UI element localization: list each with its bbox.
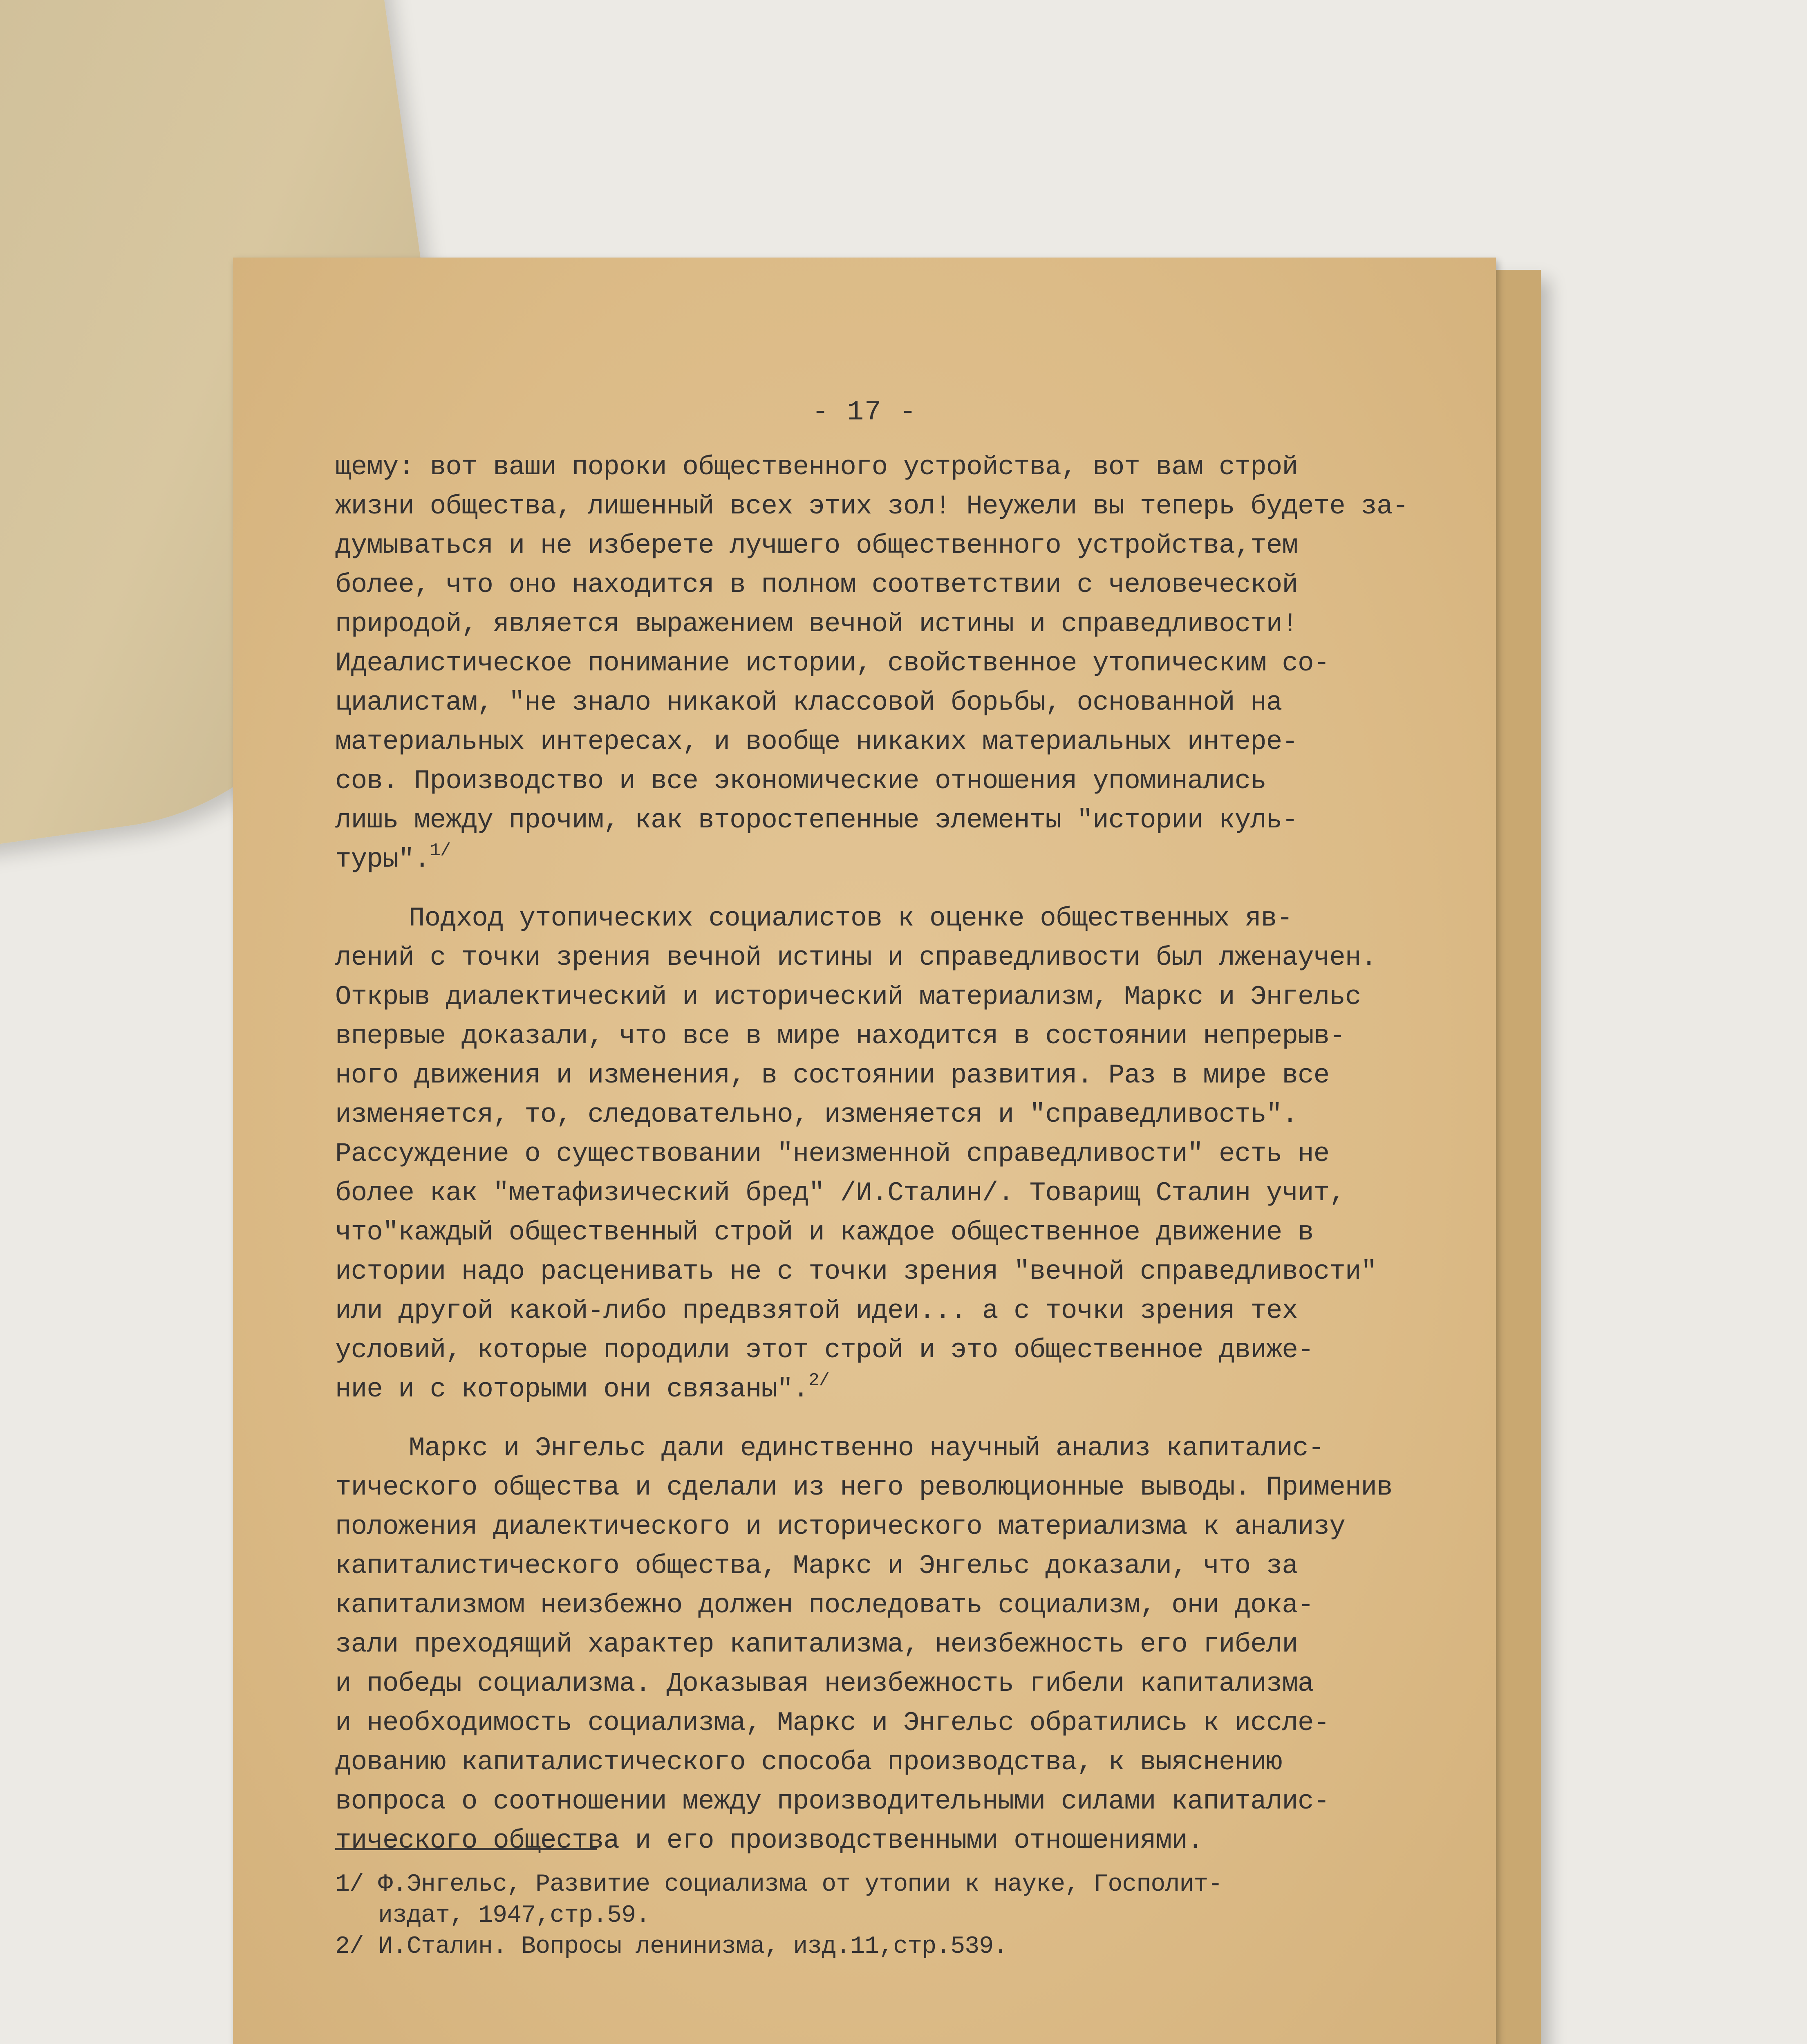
text-span: ние и с которыми они связаны". (335, 1374, 809, 1405)
paragraph-start-line: Подход утопических социалистов к оценке общественных яв- (409, 903, 1292, 934)
footnote-ref-2: 2/ (808, 1370, 830, 1391)
text-line: капитализмом неизбежно должен последовать социализм, они дока- (335, 1590, 1314, 1620)
text-line: ного движения и изменения, в состоянии развития. Раз в мире все (335, 1060, 1330, 1091)
text-span: туры". (335, 844, 430, 875)
text-line: или другой какой-либо предвзятой идеи... а с точки зрения тех (335, 1295, 1298, 1326)
footnote-separator (335, 1848, 597, 1850)
text-line: Рассуждение о существовании "неизменной справедливости" есть не (335, 1139, 1330, 1169)
text-line: Идеалистическое понимание истории, свойственное утопическим со- (335, 648, 1330, 679)
text-line: что"каждый общественный строй и каждое общественное движение в (335, 1217, 1314, 1248)
text-line: Открыв диалектический и исторический материализм, Маркс и Энгельс (335, 982, 1361, 1012)
text-line: дованию капиталистического способа производства, к выяснению (335, 1747, 1282, 1777)
text-line: и необходимость социализма, Маркс и Энгельс обратились к иссле- (335, 1708, 1330, 1738)
footnote-1: 1/ Ф.Энгельс, Развитие социализма от утопии к науке, Госполит- (335, 1871, 1223, 1898)
text-line: более как "метафизический бред" /И.Сталин/. Товарищ Сталин учит, (335, 1178, 1345, 1208)
footnote-1-continuation: издат, 1947,стр.59. (335, 1902, 650, 1930)
paragraph-start-line: Маркс и Энгельс дали единственно научный анализ капиталис- (409, 1433, 1324, 1464)
text-line: лений с точки зрения вечной истины и справедливости был лженаучен. (335, 942, 1377, 973)
text-line: более, что оно находится в полном соответствии с человеческой (335, 569, 1298, 600)
text-line-with-footnote-ref (335, 1370, 830, 1405)
text-line-with-footnote-ref (335, 840, 451, 875)
page-number: - 17 - (812, 397, 917, 428)
text-line: тического общества и его производственными отношениями. (335, 1825, 1203, 1856)
footnote-2: 2/ И.Сталин. Вопросы ленинизма, изд.11,стр.539. (335, 1933, 1008, 1961)
text-line: природой, является выражением вечной истины и справедливости! (335, 609, 1298, 639)
text-line: жизни общества, лишенный всех этих зол! Неужели вы теперь будете за- (335, 491, 1408, 522)
text-line: и победы социализма. Доказывая неизбежность гибели капитализма (335, 1668, 1314, 1699)
text-line: циалистам, "не знало никакой классовой борьбы, основанной на (335, 687, 1282, 718)
text-line: капиталистического общества, Маркс и Энгельс доказали, что за (335, 1551, 1298, 1581)
text-line: думываться и не изберете лучшего общественного устройства,тем (335, 530, 1298, 561)
text-line: зали преходящий характер капитализма, неизбежность его гибели (335, 1629, 1298, 1660)
text-line: вопроса о соотношении между производительными силами капиталис- (335, 1786, 1330, 1817)
text-line: щему: вот ваши пороки общественного устройства, вот вам строй (335, 452, 1298, 482)
text-line: изменяется, то, следовательно, изменяется и "справедливость". (335, 1099, 1298, 1130)
text-line: лишь между прочим, как второстепенные элементы "истории куль- (335, 805, 1298, 836)
text-line: материальных интересах, и вообще никаких материальных интере- (335, 726, 1298, 757)
text-line: условий, которые породили этот строй и это общественное движе- (335, 1335, 1314, 1365)
footnote-ref-1: 1/ (430, 840, 451, 861)
text-line: тического общества и сделали из него революционные выводы. Применив (335, 1472, 1393, 1503)
text-line: сов. Производство и все экономические отношения упоминались (335, 766, 1266, 796)
text-line: положения диалектического и исторического материализма к анализу (335, 1511, 1345, 1542)
text-line: впервые доказали, что все в мире находится в состоянии непрерыв- (335, 1021, 1345, 1051)
document-page (233, 258, 1496, 2044)
text-line: истории надо расценивать не с точки зрения "вечной справедливости" (335, 1256, 1377, 1287)
